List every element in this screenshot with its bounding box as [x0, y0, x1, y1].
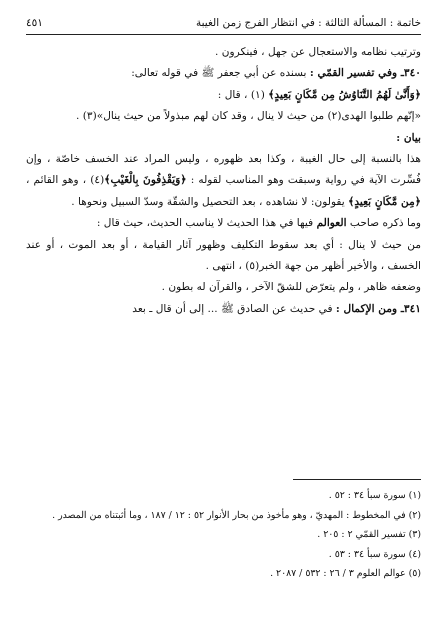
weakness-paragraph: وضعفه ظاهر ، ولم يتعرّض للشقّ الآخر ، والقرآن له بطون .: [161, 281, 421, 294]
footnote-1: (١) سورة سبأ ٣٤ : ٥٢ .: [328, 490, 421, 501]
hadith-source-2: ـ ومن الإكمال :: [335, 302, 404, 315]
section-heading-bayan: بيان :: [396, 131, 421, 144]
running-title: خاتمة : المسألة الثالثة : في انتظار الفرج زمن الغيبة: [196, 17, 421, 29]
awalim-quote: من حيث لا ينال : أي بعد سقوط التكليف وظهور آثار القيامة ، أو بعد الموت ، أو عند الخسف ، والأخير أظهر من جهة الخبر(٥) ، انتهى .: [26, 238, 421, 273]
footnote-2: (٢) في المخطوط : المهديّ ، وهو مأخوذ من بحار الأنوار ٥٢ : ١٢ / ١٨٧ ، وما أثبتناه من المصدر .: [52, 509, 421, 521]
awalim-text: وما ذكره صاحب: [346, 217, 421, 230]
hadith-340-intro: [26, 63, 421, 84]
hadith-quote: «إنّهم طلبوا الهدى(٢) من حيث لا ينال ، وقد كان لهم مبذولاً من حيث ينال»(٣) .: [76, 110, 421, 123]
hadith-number: ٣٤٠: [403, 67, 421, 80]
verse-reference: (١) ، قال :: [217, 88, 269, 101]
explanation-text: هذا بالنسبة إلى حال الغيبة ، وكذا بعد ظهوره ، وليس المراد عند الخسف خاصّة ، وإن فُسِّرت الآية في رواية وسبقت وهو المناسب لقوله :: [26, 153, 422, 187]
quran-verse-line: [26, 85, 421, 106]
hadith-number-2: ٣٤١: [403, 302, 421, 315]
hadith-341-intro: [26, 299, 421, 320]
awalim-paragraph: [26, 213, 421, 234]
footnotes: [26, 486, 421, 584]
main-text: [26, 42, 421, 320]
quran-verse-3: ﴿مِن مَّكَانٍ بَعِيدٍ﴾: [348, 195, 421, 208]
footnote-4: (٤) سورة سبأ ٣٤ : ٥٣ .: [328, 548, 421, 560]
page-number: ٤٥١: [26, 17, 43, 29]
quran-verse-2: ﴿وَيَقْذِفُونَ بِالْغَيْبِ﴾: [104, 174, 187, 187]
explanation-text-3: يقولون: لا نشاهده ، بعد التحصيل والشقّة وسدّ السبيل ونحوها .: [71, 195, 349, 208]
footnote-5: (٥) عوالم العلوم ٣ / ٢٦ : ٥٣٢ / ٢٠٨٧ .: [270, 568, 421, 579]
hadith-chain: بسنده عن أبي جعفر ﷺ في قوله تعالى:: [131, 67, 310, 80]
awalim-text-2: فيها في هذا الحديث لا يناسب الحديث، حيث قال :: [96, 217, 317, 230]
hadith-chain-2: في حديث عن الصادق ﷺ ... إلى أن قال ـ بعد: [132, 302, 336, 315]
footnote-rule: [293, 479, 421, 480]
page-header: [26, 14, 421, 32]
footnote-3: (٣) تفسير القمّي ٢ : ٢٠٥ .: [317, 529, 421, 540]
hadith-source: ـ وفي تفسير القمّي :: [309, 67, 404, 80]
header-rule: [26, 34, 421, 35]
explanation-text-2: (٤) ، وهو القائم ،: [26, 174, 105, 187]
explanation-paragraph: [26, 149, 421, 213]
paragraph-1: وترتيب نظامه والاستعجال عن جهل ، فينكرون .: [215, 46, 421, 58]
quran-verse: ﴿وَأَنَّىٰ لَهُمُ التَّنَاوُشُ مِن مَّكَانٍ بَعِيدٍ﴾: [268, 88, 421, 101]
awalim-title: العوالم: [316, 217, 347, 230]
